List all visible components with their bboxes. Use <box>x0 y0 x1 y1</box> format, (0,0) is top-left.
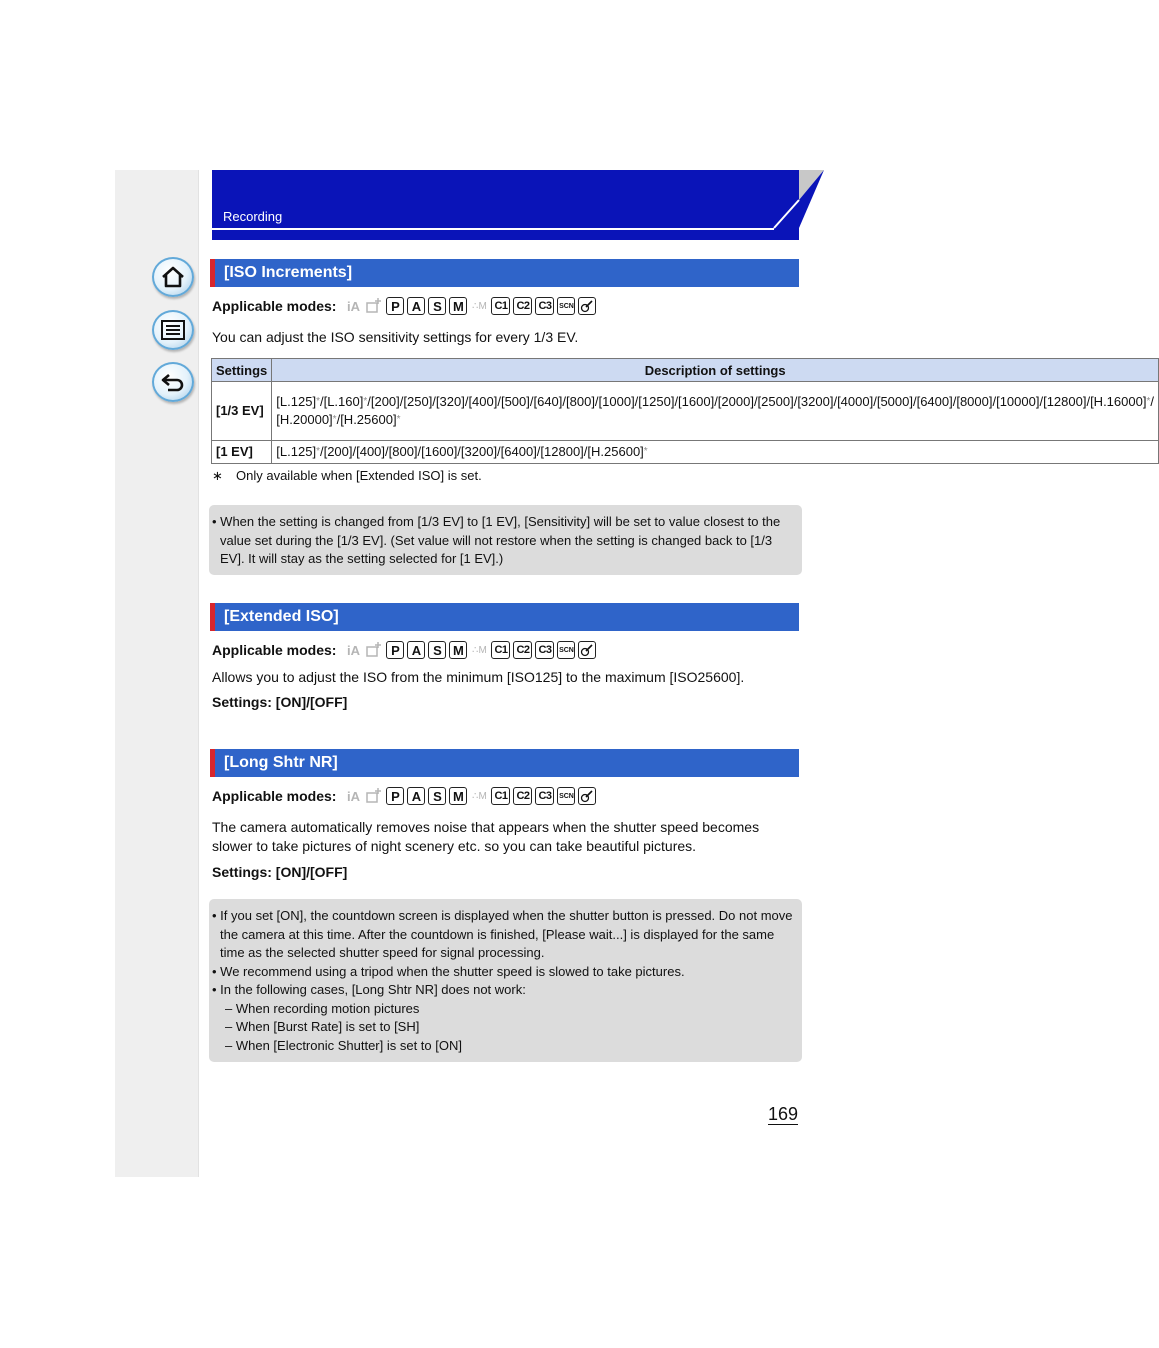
back-button[interactable] <box>152 362 194 402</box>
menu-list-button[interactable] <box>152 310 194 350</box>
creative-video-mode-icon: ∴M <box>472 644 487 656</box>
shutter-priority-mode-icon: S <box>428 787 446 805</box>
creative-video-mode-icon: ∴M <box>472 300 487 312</box>
note-bullet: • We recommend using a tripod when the shutter speed is slowed to take pictures. <box>212 963 685 979</box>
sub-item-text: When [Electronic Shutter] is set to [ON] <box>235 1037 462 1053</box>
iso-increments-note <box>209 505 802 575</box>
custom-mode-3-icon: C3 <box>535 787 554 805</box>
iso-values-part: [L.125] <box>276 394 317 409</box>
iso-increments-table <box>211 358 1159 464</box>
program-mode-icon: P <box>386 297 404 315</box>
table-header-row <box>212 359 1159 382</box>
aperture-priority-mode-icon: A <box>407 641 425 659</box>
note-text: We recommend using a tripod when the shutter speed is slowed to take pictures. <box>220 963 685 979</box>
intelligent-auto-mode-icon: iA <box>346 642 360 658</box>
header-underline <box>212 228 774 230</box>
extended-iso-asterisk: * <box>316 396 320 407</box>
intelligent-auto-plus-mode-icon <box>365 787 383 805</box>
sub-item-text: When [Burst Rate] is set to [SH] <box>235 1019 420 1034</box>
section-label: Recording <box>223 209 283 224</box>
table-header-settings: Settings <box>212 359 272 382</box>
manual-mode-icon: M <box>449 787 467 805</box>
applicable-modes-row <box>212 295 599 317</box>
extended-iso-asterisk: * <box>363 396 368 407</box>
footnote-mark: ∗ <box>212 468 223 483</box>
long-shtr-nr-settings: Settings: [ON]/[OFF] <box>212 864 348 880</box>
shutter-priority-mode-icon: S <box>428 641 446 659</box>
home-icon <box>160 265 186 289</box>
return-arrow-icon <box>160 371 186 393</box>
table-row <box>212 382 1159 441</box>
creative-control-mode-icon <box>578 297 596 315</box>
program-mode-icon: P <box>386 641 404 659</box>
applicable-modes-label: Applicable modes: <box>212 642 337 658</box>
creative-video-mode-icon: ∴M <box>472 790 487 802</box>
intelligent-auto-plus-mode-icon <box>365 297 383 315</box>
table-cell-description <box>272 382 1159 441</box>
custom-mode-1-icon: C1 <box>491 787 510 805</box>
extended-iso-asterisk: * <box>332 414 337 425</box>
note-bullet: • If you set [ON], the countdown screen is displayed when the shutter button is pressed. Do not move the camera at this time. After the countdown is finished, [Please wait...] is displayed for the same time as the selected shutter speed for signal processing. <box>212 908 793 960</box>
scene-guide-mode-icon: SCN <box>557 641 575 659</box>
creative-control-mode-icon <box>578 641 596 659</box>
header-corner-flap <box>770 170 826 240</box>
note-bullet: • In the following cases, [Long Shtr NR] does not work: <box>212 982 526 997</box>
applicable-modes-row <box>212 785 599 807</box>
intelligent-auto-plus-mode-icon <box>365 641 383 659</box>
footnote <box>212 468 482 484</box>
side-divider <box>198 170 199 1177</box>
iso-values-part: / [H.20000] <box>276 394 1154 427</box>
table-cell-setting: [1 EV] <box>212 441 272 464</box>
iso-values-part: /[L.160] <box>319 394 364 409</box>
iso-values-part: [L.125] <box>276 444 317 459</box>
custom-mode-2-icon: C2 <box>513 641 532 659</box>
custom-mode-3-icon: C3 <box>535 297 554 315</box>
table-cell-description <box>272 441 1159 464</box>
footnote-text: Only available when [Extended ISO] is set. <box>236 468 482 483</box>
long-shtr-nr-description: The camera automatically removes noise that appears when the shutter speed becomes slower to take pictures of night scenery etc. so you can take beautiful pictures. <box>212 819 760 854</box>
iso-values-part: /[200]/[400]/[800]/[1600]/[3200]/[6400]/[12800]/[H.25600] <box>319 444 644 459</box>
scene-guide-mode-icon: SCN <box>557 297 575 315</box>
extended-iso-settings: Settings: [ON]/[OFF] <box>212 694 348 710</box>
home-button[interactable] <box>152 257 194 297</box>
iso-increments-description: You can adjust the ISO sensitivity settings for every 1/3 EV. <box>212 329 579 345</box>
manual-mode-icon: M <box>449 641 467 659</box>
aperture-priority-mode-icon: A <box>407 787 425 805</box>
iso-values-part: /[H.25600] <box>336 412 397 427</box>
custom-mode-3-icon: C3 <box>535 641 554 659</box>
extended-iso-asterisk: * <box>396 414 401 425</box>
extended-iso-description: Allows you to adjust the ISO from the minimum [ISO125] to the maximum [ISO25600]. <box>212 669 745 685</box>
custom-mode-2-icon: C2 <box>513 787 532 805</box>
note-sub-item: – When recording motion pictures <box>225 1000 420 1016</box>
custom-mode-1-icon: C1 <box>491 297 510 315</box>
note-sub-item: – When [Burst Rate] is set to [SH] <box>225 1019 420 1034</box>
applicable-modes-row <box>212 639 599 661</box>
scene-guide-mode-icon: SCN <box>557 787 575 805</box>
shutter-priority-mode-icon: S <box>428 297 446 315</box>
note-text: In the following cases, [Long Shtr NR] does not work: <box>220 982 526 997</box>
extended-iso-asterisk: * <box>643 446 648 457</box>
custom-mode-2-icon: C2 <box>513 297 532 315</box>
note-bullet: • When the setting is changed from [1/3 EV] to [1 EV], [Sensitivity] will be set to value closest to the value set during the [1/3 EV]. (Set value will not restore when the setting is changed back to [1/3 EV]. It will stay as the setting selected for [1 EV].) <box>212 514 781 566</box>
extended-iso-title: [Extended ISO] <box>210 603 799 631</box>
table-cell-setting: [1/3 EV] <box>212 382 272 441</box>
applicable-modes-label: Applicable modes: <box>212 788 337 804</box>
aperture-priority-mode-icon: A <box>407 297 425 315</box>
applicable-modes-label: Applicable modes: <box>212 298 337 314</box>
note-text: If you set [ON], the countdown screen is displayed when the shutter button is pressed. Do not move the camera at this time. After the countdown is finished, [Please wait...] is displayed for the same time as the selected shutter speed for signal processing. <box>220 908 793 960</box>
manual-mode-icon: M <box>449 297 467 315</box>
intelligent-auto-mode-icon: iA <box>346 788 360 804</box>
iso-values-part: /[200]/[250]/[320]/[400]/[500]/[640]/[800]/[1000]/[1250]/[1600]/[2000]/[2500]/[3200]/[4000]/[5000]/[6400]/[8000]/[10000]/[12800]/[H.16000] <box>367 394 1147 409</box>
table-row <box>212 441 1159 464</box>
long-shtr-nr-notes <box>209 899 802 1062</box>
long-shtr-nr-title: [Long Shtr NR] <box>210 749 799 777</box>
creative-control-mode-icon <box>578 787 596 805</box>
program-mode-icon: P <box>386 787 404 805</box>
custom-mode-1-icon: C1 <box>491 641 510 659</box>
page-number: 169 <box>768 1104 799 1124</box>
list-icon <box>160 319 186 341</box>
note-sub-item: – When [Electronic Shutter] is set to [ON] <box>225 1037 462 1053</box>
table-header-description: Description of settings <box>272 359 1159 382</box>
extended-iso-asterisk: * <box>1146 396 1151 407</box>
sub-item-text: When recording motion pictures <box>235 1000 420 1016</box>
note-text: When the setting is changed from [1/3 EV] to [1 EV], [Sensitivity] will be set to value closest to the value set during the [1/3 EV]. (Set value will not restore when the setting is changed back to [1/3 EV]. It will stay as the setting selected for [1 EV].) <box>220 514 781 566</box>
extended-iso-asterisk: * <box>316 446 320 457</box>
intelligent-auto-mode-icon: iA <box>346 298 360 314</box>
iso-increments-title: [ISO Increments] <box>210 259 799 287</box>
